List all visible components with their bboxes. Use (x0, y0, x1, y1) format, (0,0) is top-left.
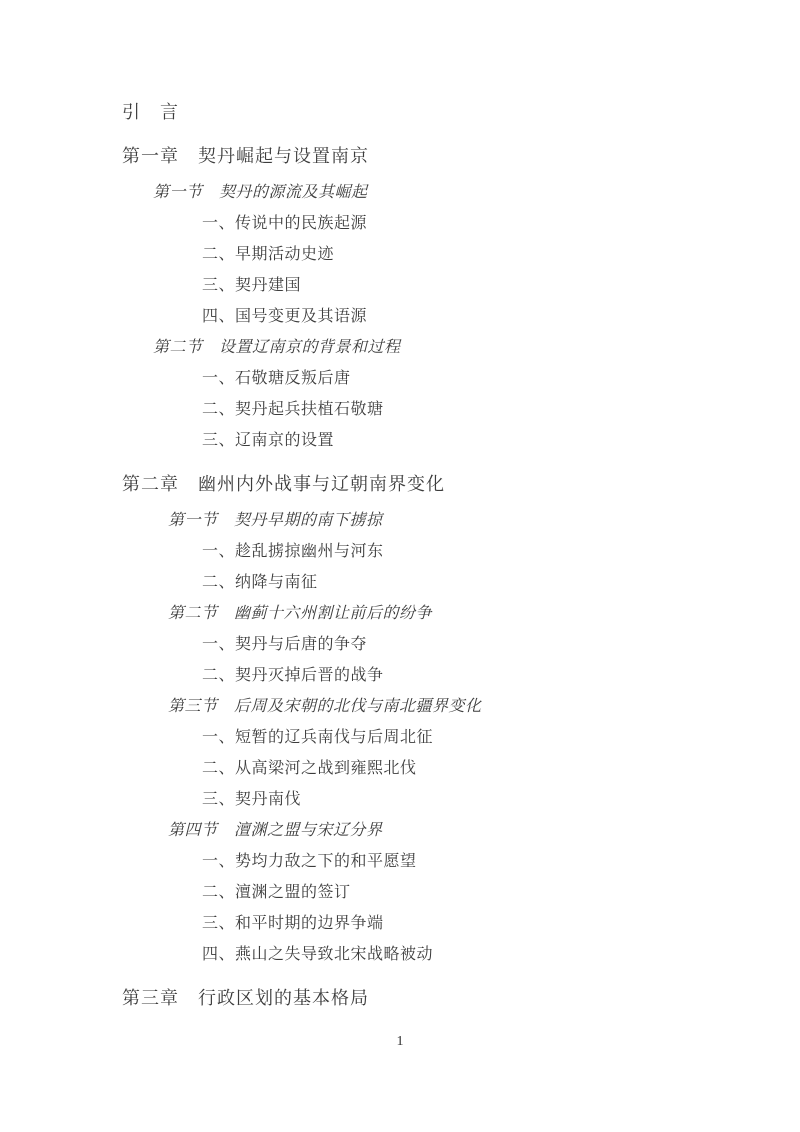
toc-item: 二、澶渊之盟的签订 (202, 884, 351, 901)
chapter-2-section-3-title: 第三节 后周及宋朝的北伐与南北疆界变化 (168, 698, 482, 715)
chapter-2-section-1-title: 第一节 契丹早期的南下掳掠 (168, 512, 383, 529)
toc-item: 一、短暂的辽兵南伐与后周北征 (202, 729, 434, 746)
page-number: 1 (396, 1034, 404, 1049)
toc-item: 一、传说中的民族起源 (202, 215, 368, 232)
toc-item: 一、石敬瑭反叛后唐 (202, 370, 351, 387)
chapter-1-section-2-title: 第二节 设置辽南京的背景和过程 (153, 339, 401, 356)
toc-item: 三、契丹建国 (202, 277, 302, 294)
toc-item: 二、契丹灭掉后晋的战争 (202, 667, 384, 684)
chapter-2 (0, 469, 800, 970)
toc-item: 三、契丹南伐 (202, 791, 302, 808)
toc-item: 四、燕山之失导致北宋战略被动 (202, 946, 434, 963)
chapter-2-section-4-title: 第四节 澶渊之盟与宋辽分界 (168, 822, 383, 839)
chapter-3-title: 第三章 行政区划的基本格局 (122, 988, 369, 1008)
toc-item: 三、辽南京的设置 (202, 432, 335, 449)
toc-item: 一、契丹与后唐的争夺 (202, 636, 368, 653)
toc-item: 一、趁乱掳掠幽州与河东 (202, 543, 384, 560)
chapter-3 (0, 983, 800, 1014)
toc-item: 四、国号变更及其语源 (202, 308, 368, 325)
toc-item: 二、从高梁河之战到雍熙北伐 (202, 760, 417, 777)
chapter-1 (0, 141, 800, 456)
chapter-2-title: 第二章 幽州内外战事与辽朝南界变化 (122, 474, 445, 494)
toc-item: 三、和平时期的边界争端 (202, 915, 384, 932)
chapter-2-section-2-title: 第二节 幽蓟十六州割让前后的纷争 (168, 605, 433, 622)
toc-item: 二、早期活动史迹 (202, 246, 335, 263)
toc-item: 一、势均力敌之下的和平愿望 (202, 853, 417, 870)
chapter-1-title: 第一章 契丹崛起与设置南京 (122, 146, 369, 166)
chapter-1-section-1-title: 第一节 契丹的源流及其崛起 (153, 184, 368, 201)
toc-item: 二、纳降与南征 (202, 574, 318, 591)
toc-item: 二、契丹起兵扶植石敬瑭 (202, 401, 384, 418)
intro-heading: 引 言 (122, 102, 179, 122)
